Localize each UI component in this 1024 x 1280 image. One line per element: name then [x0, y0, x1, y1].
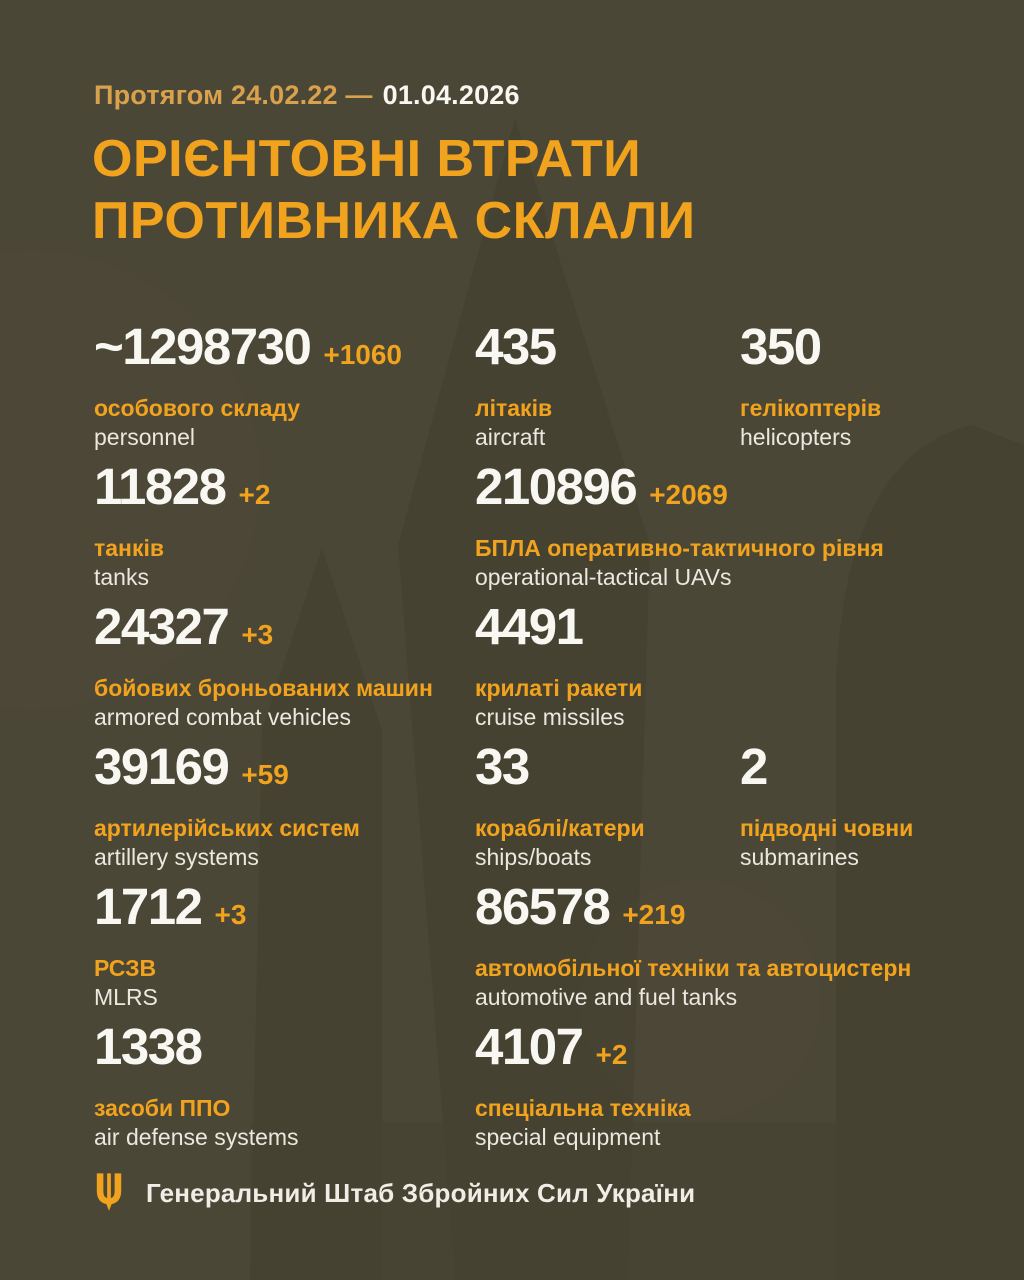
stat-label-en: air defense systems	[94, 1124, 299, 1150]
stat-label-en: personnel	[94, 424, 196, 450]
organization-name: Генеральний Штаб Збройних Сил України	[146, 1177, 696, 1208]
page-title	[92, 128, 696, 252]
stat-air-defense	[94, 1020, 475, 1160]
losses-grid	[94, 320, 960, 1160]
title-line-1: ОРІЄНТОВНІ ВТРАТИ	[92, 130, 642, 188]
stat-cruise-missiles	[475, 600, 960, 740]
stat-label-en: operational-tactical UAVs	[475, 564, 732, 590]
stat-armored-vehicles	[94, 600, 475, 740]
stat-submarines	[740, 740, 960, 880]
stat-label-uk: бойових броньованих машин	[94, 675, 433, 701]
stat-label-uk: РСЗВ	[94, 955, 157, 981]
stat-label-uk: танків	[94, 535, 164, 561]
period-prefix: Протягом 24.02.22 —	[94, 80, 373, 110]
stat-value: 24327	[94, 598, 229, 655]
stat-label-uk: БПЛА оперативно-тактичного рівня	[475, 535, 884, 561]
stat-uavs	[475, 460, 960, 600]
stat-label-en: aircraft	[475, 424, 546, 450]
report-date: 01.04.2026	[382, 80, 520, 110]
stat-value: 4491	[475, 598, 583, 655]
stat-value: 33	[475, 738, 529, 795]
stat-value: 11828	[94, 458, 226, 515]
stat-mlrs	[94, 880, 475, 1020]
stat-value: 4107	[475, 1018, 583, 1075]
stat-vehicles-fuel-tanks	[475, 880, 960, 1020]
stat-value: 210896	[475, 458, 637, 515]
stat-label-en: tanks	[94, 564, 149, 590]
stat-value: 2	[740, 738, 767, 795]
stat-label-uk: літаків	[475, 395, 553, 421]
stat-label-en: helicopters	[740, 424, 852, 450]
stat-value: ~1298730	[94, 318, 311, 375]
stat-delta: +219	[622, 899, 686, 930]
stat-delta: +3	[214, 899, 247, 930]
stat-label-uk: засоби ППО	[94, 1095, 231, 1121]
stat-label-en: automotive and fuel tanks	[475, 984, 738, 1010]
stat-label-en: armored combat vehicles	[94, 704, 351, 730]
stat-value: 350	[740, 318, 821, 375]
tryzub-icon	[94, 1172, 124, 1214]
stat-label-en: cruise missiles	[475, 704, 625, 730]
stat-label-en: MLRS	[94, 984, 158, 1010]
stat-label-uk: кораблі/катери	[475, 815, 645, 841]
stat-label-uk: спеціальна техніка	[475, 1095, 691, 1121]
stat-label-en: ships/boats	[475, 844, 592, 870]
stat-delta: +2	[238, 479, 271, 510]
stat-label-en: artillery systems	[94, 844, 259, 870]
stat-delta: +2	[595, 1039, 628, 1070]
stat-label-uk: автомобільної техніки та автоцистерн	[475, 955, 912, 981]
stat-label-uk: особового складу	[94, 395, 301, 421]
stat-aircraft	[475, 320, 740, 460]
stat-value: 39169	[94, 738, 229, 795]
stat-label-en: submarines	[740, 844, 859, 870]
stat-artillery	[94, 740, 475, 880]
stat-delta: +2069	[649, 479, 728, 510]
stat-label-en: special equipment	[475, 1124, 661, 1150]
stat-label-uk: підводні човни	[740, 815, 914, 841]
stat-value: 86578	[475, 878, 610, 935]
stat-label-uk: артилерійських систем	[94, 815, 360, 841]
stat-label-uk: крилаті ракети	[475, 675, 643, 701]
stat-ships	[475, 740, 740, 880]
stat-delta: +59	[241, 759, 289, 790]
stat-tanks	[94, 460, 475, 600]
footer	[94, 1172, 695, 1214]
stat-personnel	[94, 320, 475, 460]
stat-value: 1712	[94, 878, 202, 935]
stat-special-equipment	[475, 1020, 960, 1160]
stat-label-uk: гелікоптерів	[740, 395, 882, 421]
title-line-2: ПРОТИВНИКА СКЛАЛИ	[92, 192, 696, 250]
stat-value: 435	[475, 318, 556, 375]
report-period	[94, 80, 520, 111]
stat-delta: +3	[241, 619, 274, 650]
stat-delta: +1060	[323, 339, 402, 370]
stat-value: 1338	[94, 1018, 202, 1075]
stat-helicopters	[740, 320, 960, 460]
